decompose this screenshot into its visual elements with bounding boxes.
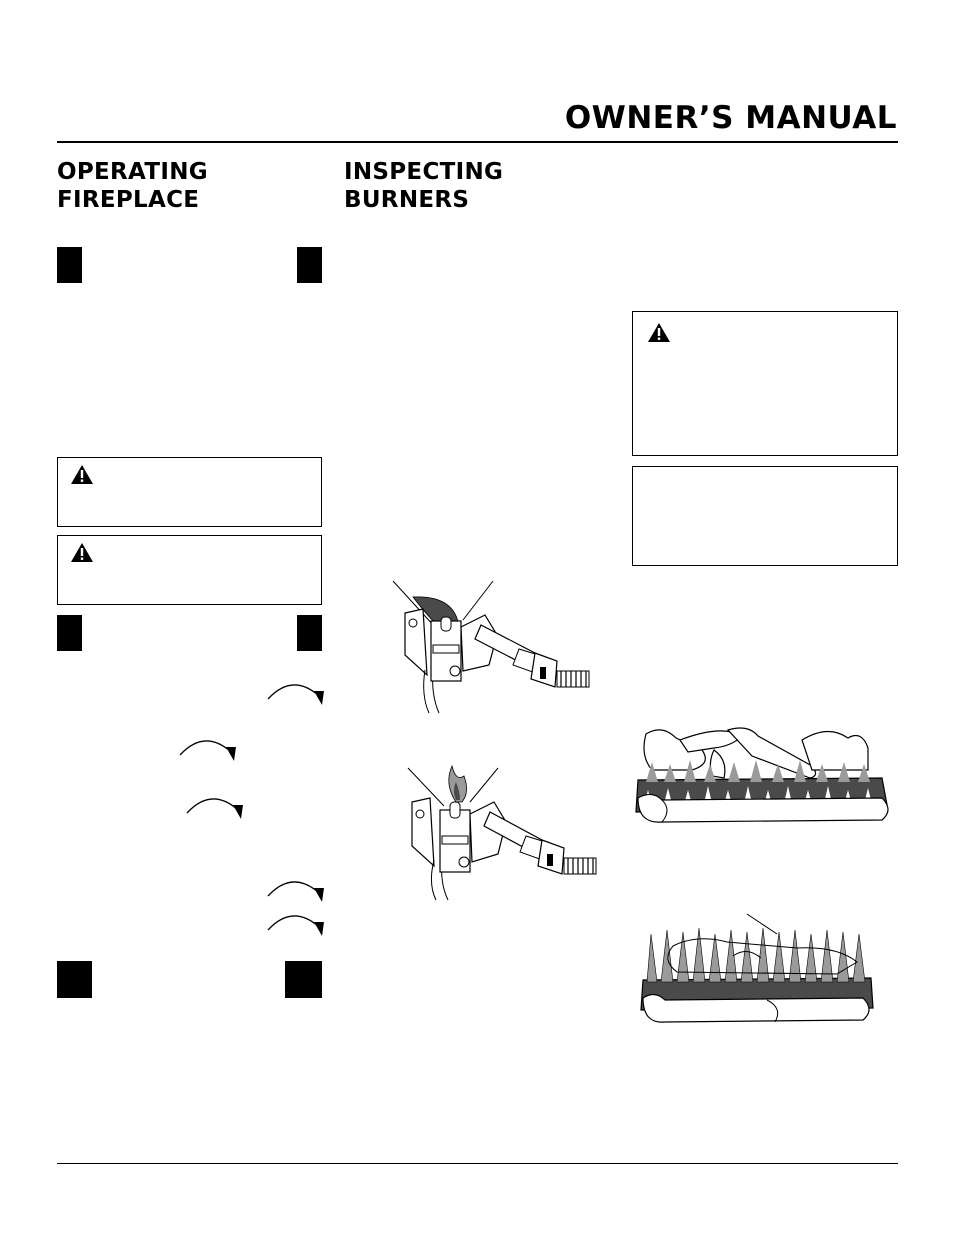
warning-box bbox=[57, 457, 322, 527]
pilot-flame-illustration bbox=[390, 762, 605, 902]
curved-arrow-icon bbox=[176, 733, 238, 763]
log-set-flame-illustration bbox=[637, 912, 877, 1026]
operating-heading-line1: OPERATING bbox=[57, 159, 208, 185]
warning-triangle-icon bbox=[70, 464, 94, 485]
header-rule bbox=[57, 141, 898, 143]
operating-fireplace-heading bbox=[57, 158, 208, 214]
curved-arrow-icon bbox=[264, 908, 326, 938]
inspecting-heading-line1: INSPECTING bbox=[344, 159, 504, 185]
notice-box bbox=[632, 466, 898, 566]
footer-rule bbox=[57, 1163, 898, 1164]
inspecting-burners-heading bbox=[344, 158, 503, 214]
log-set-flame-illustration bbox=[632, 720, 894, 825]
curved-arrow-icon bbox=[264, 677, 326, 707]
marker-square bbox=[297, 615, 322, 651]
warning-triangle-icon bbox=[70, 542, 94, 563]
manual-title: OWNER’S MANUAL bbox=[564, 100, 897, 136]
operating-heading-line2: FIREPLACE bbox=[57, 187, 200, 213]
marker-square bbox=[57, 961, 92, 998]
warning-triangle-icon bbox=[647, 322, 671, 343]
curved-arrow-icon bbox=[264, 874, 326, 904]
curved-arrow-icon bbox=[183, 791, 245, 821]
marker-square bbox=[285, 961, 322, 998]
warning-box bbox=[57, 535, 322, 605]
marker-square bbox=[57, 247, 82, 283]
marker-square bbox=[297, 247, 322, 283]
warning-box bbox=[632, 311, 898, 456]
pilot-flame-illustration bbox=[385, 575, 600, 715]
inspecting-heading-line2: BURNERS bbox=[344, 187, 470, 213]
marker-square bbox=[57, 615, 82, 651]
